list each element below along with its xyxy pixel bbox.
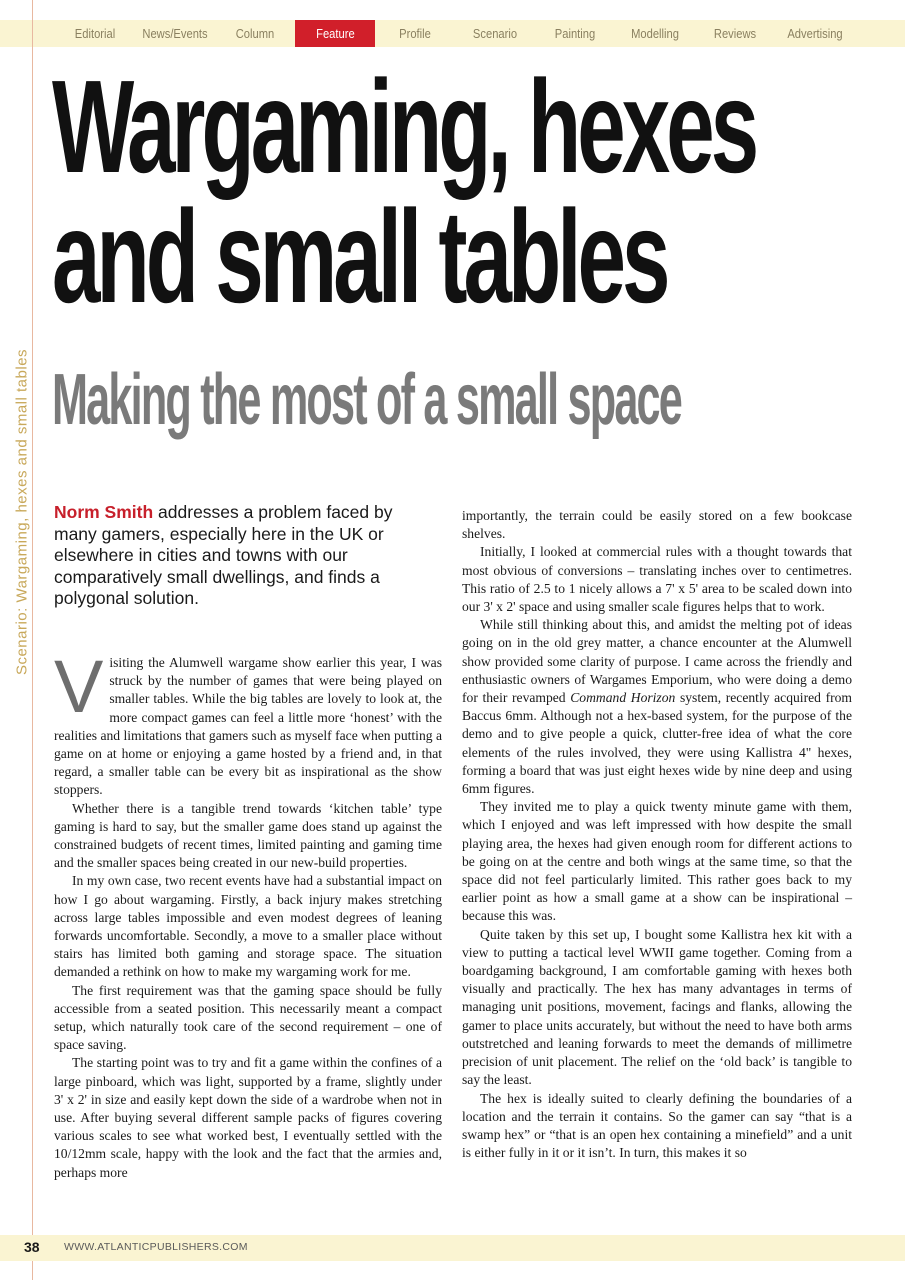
nav-item-advertising[interactable]: Advertising	[787, 26, 843, 41]
article-title	[52, 53, 756, 330]
side-section-label: Scenario: Wargaming, hexes and small tables	[13, 348, 31, 676]
nav-item-reviews[interactable]: Reviews	[713, 26, 757, 41]
nav-item-profile[interactable]: Profile	[399, 26, 431, 41]
body-paragraph: The starting point was to try and fit a game within the confines of a large pinboard, which was light, supported by a frame, slightly under 3' x 2' in size and easily kept down the side of a wardrobe when not in use. After buying several different sample packs of figures covering various scales to see what worked best, I eventually settled with the 10/12mm scale, happy with the look and the fact that the armies and, perhaps more	[54, 1055, 442, 1180]
drop-cap: V	[54, 645, 104, 728]
body-paragraph: They invited me to play a quick twenty minute game with them, which I enjoyed and was left impressed with how despite the small playing area, the hexes had given enough room for different actions to be going on at the centre and both wings at the same time, so that the space did not feel particularly limited. This rather goes back to my earlier point as how a small game at a show can be inspirational – because this was.	[462, 799, 852, 924]
standfirst	[54, 502, 416, 610]
body-paragraph	[54, 645, 442, 800]
body-paragraph: Quite taken by this set up, I bought some Kallistra hex kit with a view to putting a tactical level WWII game together. Coming from a boardgaming background, I am comfortable gaming with hexes both visually and practically. The hex has many advantages in terms of managing unit positions, movement, facings and flanks, allowing the gamer to place units accurately, but without the need to have both arms outstretched and leaning forwards to meet the demands of millimetre precision of unit placement. The relief on the ‘old back’ is tangible to say the least.	[462, 926, 852, 1088]
author-name: Norm Smith	[54, 502, 154, 522]
body-paragraph: The first requirement was that the gaming space should be fully accessible from a seated position. This necessarily meant a compact setup, which naturally took care of the second requirement – one of space saving.	[54, 982, 442, 1053]
body-paragraph: Whether there is a tangible trend towards ‘kitchen table’ type gaming is hard to say, but the smaller game does stand up against the constrained budgets of recent times, limited painting and gaming time and the smaller spaces being created in our new-build properties.	[54, 800, 442, 871]
body-text: While still thinking about this, and amidst the melting pot of ideas going on in the old grey matter, a chance encounter at the Alumwell show provided some clarity of purpose. I came across the friendly and enthusiastic owners of Wargames Emporium, who were doing a demo for their revamped	[462, 617, 852, 706]
margin-rule	[32, 0, 33, 1280]
nav-item-column[interactable]: Column	[235, 26, 275, 41]
nav-item-painting[interactable]: Painting	[554, 26, 596, 41]
section-nav	[55, 20, 855, 47]
nav-item-feature-label: Feature	[315, 26, 355, 41]
body-column-left	[54, 645, 442, 1182]
nav-item-editorial[interactable]: Editorial	[74, 26, 116, 41]
body-text: system, recently acquired from Baccus 6mm. Although not a hex-based system, for the purpose of the demo and to give people a quick, clutter-free idea of what the core elements of the rules involved, they were using Kallistra 4" hexes, forming a board that was just eight hexes wide by nine deep and using 6mm figures.	[462, 690, 852, 797]
standfirst-text: addresses a problem faced by many gamers, especially here in the UK or elsewhere in cities and towns with our comparatively small dwellings, and finds a polygonal solution.	[54, 502, 393, 608]
title-line-1: Wargaming, hexes	[52, 53, 756, 200]
nav-item-news-events[interactable]: News/Events	[142, 26, 208, 41]
title-line-2: and small tables	[52, 183, 667, 330]
body-column-right	[462, 507, 852, 1162]
body-paragraph-text: isiting the Alumwell wargame show earlier this year, I was struck by the number of games that were being played on smaller tables. While the big tables are lovely to look at, the more compact games can feel a little more ‘honest’ with the realities and limitations that gamers such as myself face when putting a game on at home or enjoying a game hosted by a friend and, in that regard, a smaller table can be every bit as inspirational as the show stoppers.	[54, 655, 442, 798]
body-paragraph: importantly, the terrain could be easily stored on a few bookcase shelves.	[462, 508, 852, 542]
nav-item-modelling[interactable]: Modelling	[631, 26, 679, 41]
page-number: 38	[24, 1239, 40, 1255]
game-title-italic: Command Horizon	[570, 690, 676, 706]
publisher-url[interactable]: WWW.ATLANTICPUBLISHERS.COM	[64, 1241, 248, 1253]
article-subtitle: Making the most of a small space	[52, 360, 682, 440]
body-paragraph: In my own case, two recent events have had a substantial impact on how I go about wargaming. Firstly, a back injury makes stretching across large tables impossible and even modest degrees of leaning forwards uncomfortable. Secondly, a move to a smaller place without stairs has limited both gaming and storage space. The situation demanded a rethink on how to make my wargaming work for me.	[54, 873, 442, 980]
body-paragraph: Initially, I looked at commercial rules with a thought towards that most obvious of conversions – translating inches over to centimetres. This ratio of 2.5 to 1 nicely allows a 7' x 5' area to be scaled down into our 3' x 2' space and using smaller scale figures helps that to work.	[462, 544, 852, 615]
nav-item-feature[interactable]	[295, 20, 375, 47]
body-paragraph: The hex is ideally suited to clearly defining the boundaries of a location and the terrain it contains. So the gamer can say “that is a swamp hex” or “that is an open hex containing a minefield” and a unit is either fully in it or it isn’t. In turn, this makes it so	[462, 1090, 852, 1161]
nav-item-scenario[interactable]: Scenario	[472, 26, 518, 41]
body-paragraph	[462, 616, 852, 798]
